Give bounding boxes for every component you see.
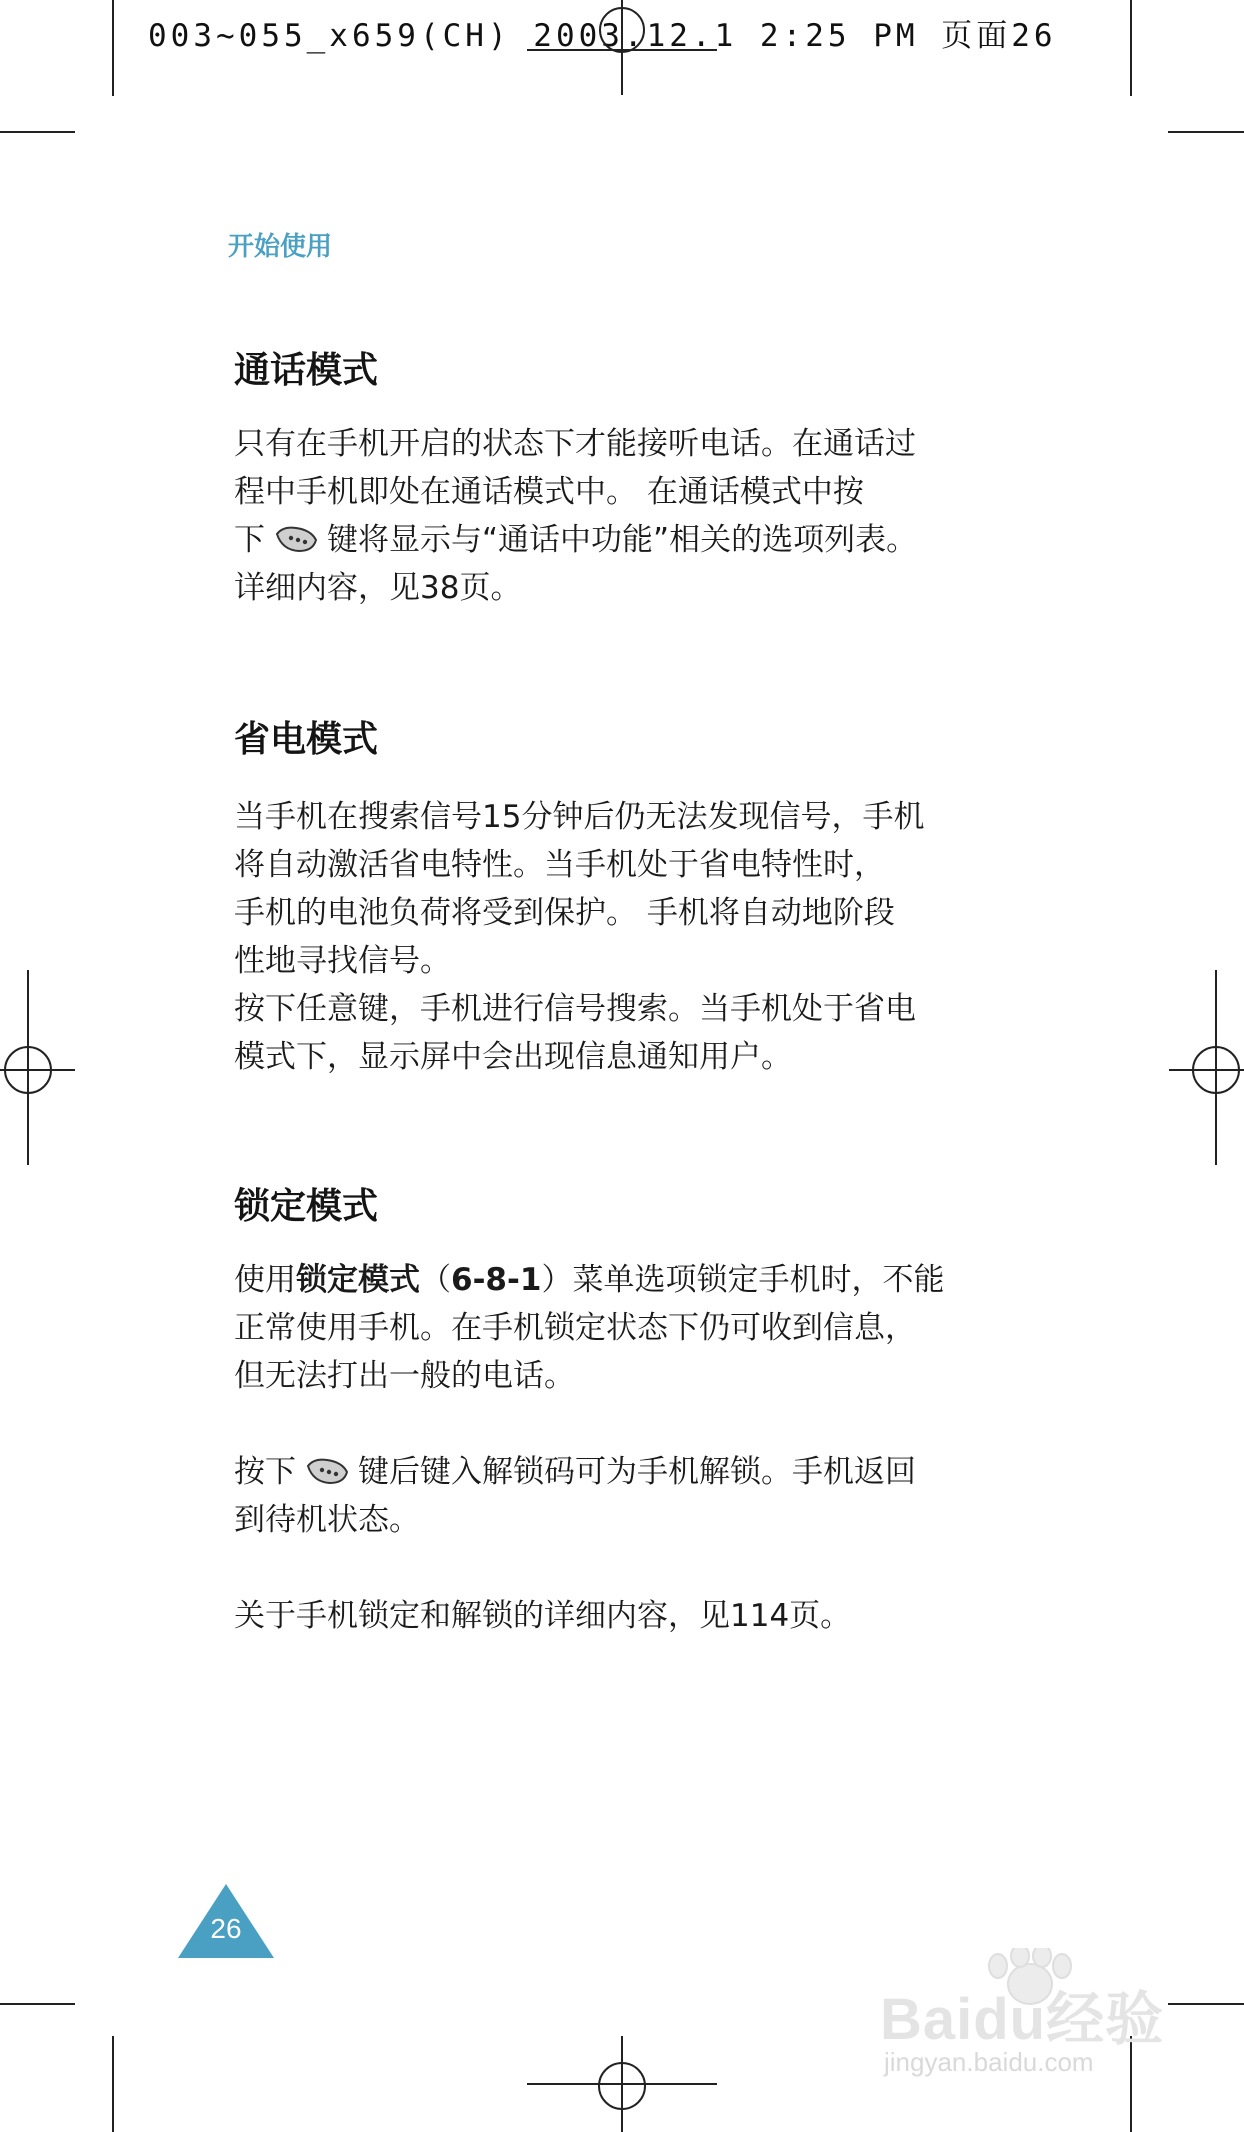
crop-mark (1130, 0, 1132, 96)
spacer (234, 1544, 994, 1592)
text-fragment: ）菜单选项锁定手机时，不能 (541, 1262, 945, 1298)
text-line: 详细内容，见38页。 (234, 570, 522, 606)
paragraph-lock-mode (234, 1256, 994, 1640)
heading-lock-mode: 锁定模式 (234, 1186, 379, 1227)
watermark-brand: Baidu经验 (880, 1987, 1165, 2052)
registration-mark-icon (522, 0, 722, 100)
text-fragment: （ (420, 1262, 451, 1298)
text-fragment: 下 (234, 522, 265, 558)
text-fragment: 键后键入解锁码可为手机解锁。手机返回 (358, 1454, 916, 1490)
text-line (234, 1448, 994, 1496)
text-line: 手机的电池负荷将受到保护。 手机将自动地阶段 (234, 895, 895, 931)
crop-mark (0, 131, 75, 133)
text-line (234, 516, 994, 564)
soft-key-icon (304, 1456, 350, 1486)
paragraph-call-mode (234, 420, 994, 612)
heading-call-mode: 通话模式 (234, 350, 379, 391)
text-line: 但无法打出一般的电话。 (234, 1358, 575, 1394)
registration-mark-icon (1164, 970, 1244, 1170)
text-line: 将自动激活省电特性。当手机处于省电特性时， (234, 847, 885, 883)
crop-mark (0, 2003, 75, 2005)
text-line (234, 1256, 994, 1304)
spacer (234, 1400, 994, 1448)
text-fragment: 按下 (234, 1454, 296, 1490)
text-line: 性地寻找信号。 (234, 943, 451, 979)
soft-key-icon (273, 524, 319, 554)
page-number: 26 (210, 1913, 242, 1944)
menu-name: 锁定模式 (296, 1262, 420, 1298)
paragraph-power-saving-mode (234, 793, 994, 1081)
heading-power-saving-mode: 省电模式 (234, 719, 379, 760)
print-header: 003~055_x659(CH) 2003.12.1 2:25 PM 页面26 (148, 18, 1057, 54)
text-fragment: 使用 (234, 1262, 296, 1298)
watermark-url: jingyan.baidu.com (884, 2047, 1094, 2077)
text-line: 按下任意键，手机进行信号搜索。当手机处于省电 (234, 991, 916, 1027)
text-line: 关于手机锁定和解锁的详细内容，见114页。 (234, 1598, 852, 1634)
menu-number: 6-8-1 (451, 1262, 542, 1298)
text-line: 正常使用手机。在手机锁定状态下仍可收到信息， (234, 1310, 916, 1346)
crop-mark (1168, 131, 1244, 133)
registration-mark-icon (0, 970, 80, 1170)
text-fragment: 键将显示与“通话中功能”相关的选项列表。 (327, 522, 918, 558)
section-title: 开始使用 (228, 232, 333, 262)
text-line: 程中手机即处在通话模式中。 在通话模式中按 (234, 474, 864, 510)
registration-mark-icon (522, 2036, 722, 2132)
text-line: 到待机状态。 (234, 1502, 420, 1538)
text-line: 只有在手机开启的状态下才能接听电话。在通话过 (234, 426, 916, 462)
text-line: 模式下，显示屏中会出现信息通知用户。 (234, 1039, 792, 1075)
crop-mark (112, 0, 114, 96)
crop-mark (112, 2036, 114, 2132)
text-line: 当手机在搜索信号15分钟后仍无法发现信号，手机 (234, 799, 925, 835)
